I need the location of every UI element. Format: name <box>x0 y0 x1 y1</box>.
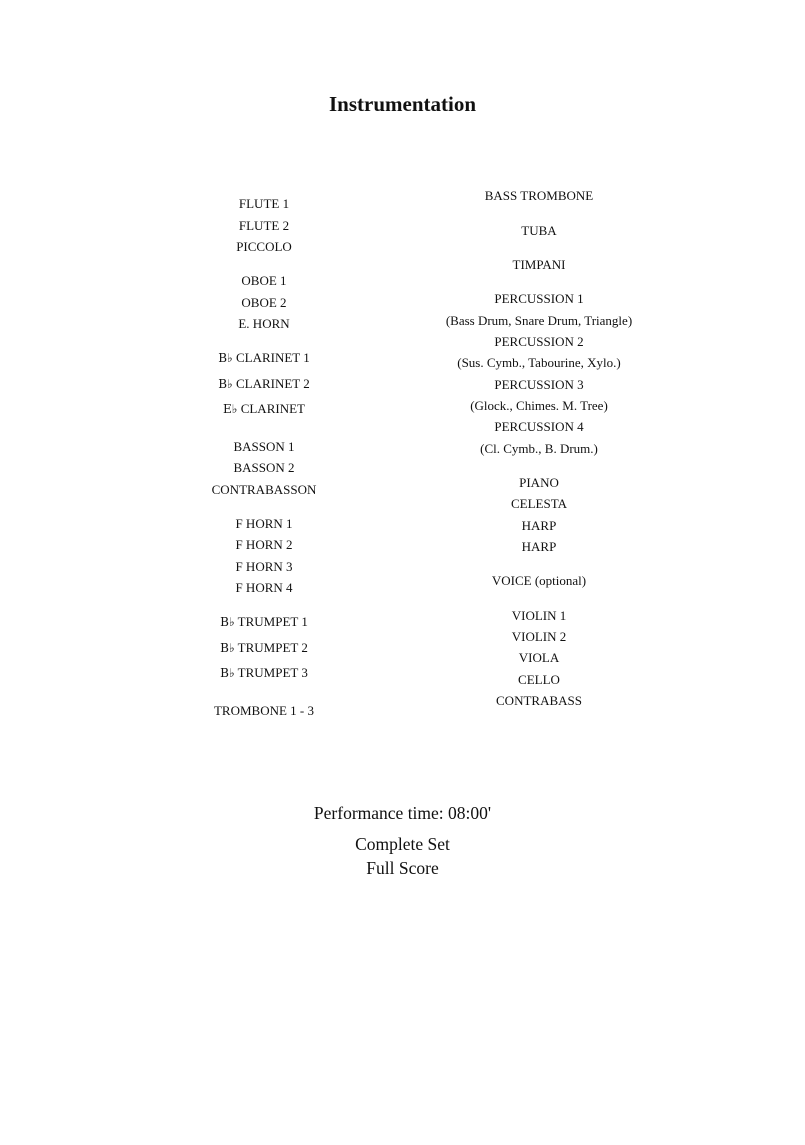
instrument-label: F HORN 3 <box>235 559 293 574</box>
performance-time: Performance time: 08:00' <box>313 803 492 823</box>
instrument-item <box>134 537 394 553</box>
percussion-detail: (Sus. Cymb., Tabourine, Xylo.) <box>457 355 621 370</box>
instrument-item: VIOLIN 2 <box>511 629 567 644</box>
instrument-label: FLUTE 2 <box>238 218 290 233</box>
instrument-item: PIANO <box>519 475 559 490</box>
instrument-item: VOICE (optional) <box>491 573 587 588</box>
instrument-label: F HORN 1 <box>235 516 293 531</box>
instrument-label: FLUTE 1 <box>238 196 290 211</box>
instrument-item <box>134 614 394 630</box>
instrument-item <box>134 460 394 476</box>
instrument-item <box>134 703 394 719</box>
instrument-item <box>134 580 394 596</box>
instrument-item: HARP <box>521 518 557 533</box>
instrument-label: OBOE 2 <box>241 295 287 310</box>
instrument-item <box>134 316 394 332</box>
instrument-item <box>134 401 394 417</box>
instrument-item <box>134 482 394 498</box>
instrument-item <box>134 196 394 212</box>
instrument-item <box>134 295 394 311</box>
instrument-label: CLARINET <box>237 401 305 416</box>
instrument-item: CELLO <box>518 672 560 687</box>
instrument-label: TRUMPET 2 <box>234 640 308 655</box>
instrument-label: BASSON 2 <box>233 460 295 475</box>
percussion-detail: (Cl. Cymb., B. Drum.) <box>480 441 598 456</box>
instrument-label: TRUMPET 3 <box>234 665 308 680</box>
instrument-item: VIOLA <box>518 650 560 665</box>
instrument-item: TIMPANI <box>512 257 566 272</box>
flat-key-prefix: B♭ <box>220 666 235 680</box>
instrument-item <box>134 516 394 532</box>
instrument-label: CONTRABASSON <box>211 482 317 497</box>
instrument-item: BASS TROMBONE <box>484 188 594 203</box>
percussion-detail: (Bass Drum, Snare Drum, Triangle) <box>445 313 633 328</box>
flat-key-prefix: B♭ <box>220 641 235 655</box>
flat-key-prefix: B♭ <box>220 615 235 629</box>
instrument-label: TROMBONE 1 - 3 <box>213 703 315 718</box>
instrument-item <box>134 218 394 234</box>
instrument-item: CONTRABASS <box>496 693 582 708</box>
instrument-label: OBOE 1 <box>241 273 287 288</box>
flat-key-prefix: E♭ <box>223 402 238 416</box>
instrument-label: TRUMPET 1 <box>234 614 308 629</box>
edition-full-score: Full Score <box>366 858 439 878</box>
instrument-item: HARP <box>521 539 557 554</box>
instrument-label: F HORN 4 <box>235 580 293 595</box>
instrument-item <box>134 640 394 656</box>
instrument-item <box>134 376 394 392</box>
percussion-detail: (Glock., Chimes. M. Tree) <box>470 398 608 413</box>
instrument-item: TUBA <box>521 223 557 238</box>
instrument-label: CLARINET 2 <box>232 376 310 391</box>
instrument-label: BASSON 1 <box>233 439 295 454</box>
instrument-item <box>134 273 394 289</box>
instrument-item <box>134 439 394 455</box>
instrument-item: PERCUSSION 2 <box>494 334 584 349</box>
instrument-item: VIOLIN 1 <box>511 608 567 623</box>
edition-complete-set: Complete Set <box>355 834 450 854</box>
instrument-item: CELESTA <box>510 496 567 511</box>
instrument-item: PERCUSSION 4 <box>494 419 584 434</box>
instrument-label: E. HORN <box>238 316 290 331</box>
instrument-item: PERCUSSION 1 <box>494 291 584 306</box>
instrument-item <box>134 665 394 681</box>
instrument-item: PERCUSSION 3 <box>494 377 584 392</box>
instrument-item <box>134 239 394 255</box>
instrument-label: CLARINET 1 <box>232 350 310 365</box>
instrument-label: F HORN 2 <box>235 537 293 552</box>
page-title: Instrumentation <box>328 92 476 116</box>
instrument-label: PICCOLO <box>236 239 292 254</box>
flat-key-prefix: B♭ <box>218 377 233 391</box>
flat-key-prefix: B♭ <box>218 351 233 365</box>
instrument-item <box>134 350 394 366</box>
instrument-item <box>134 559 394 575</box>
